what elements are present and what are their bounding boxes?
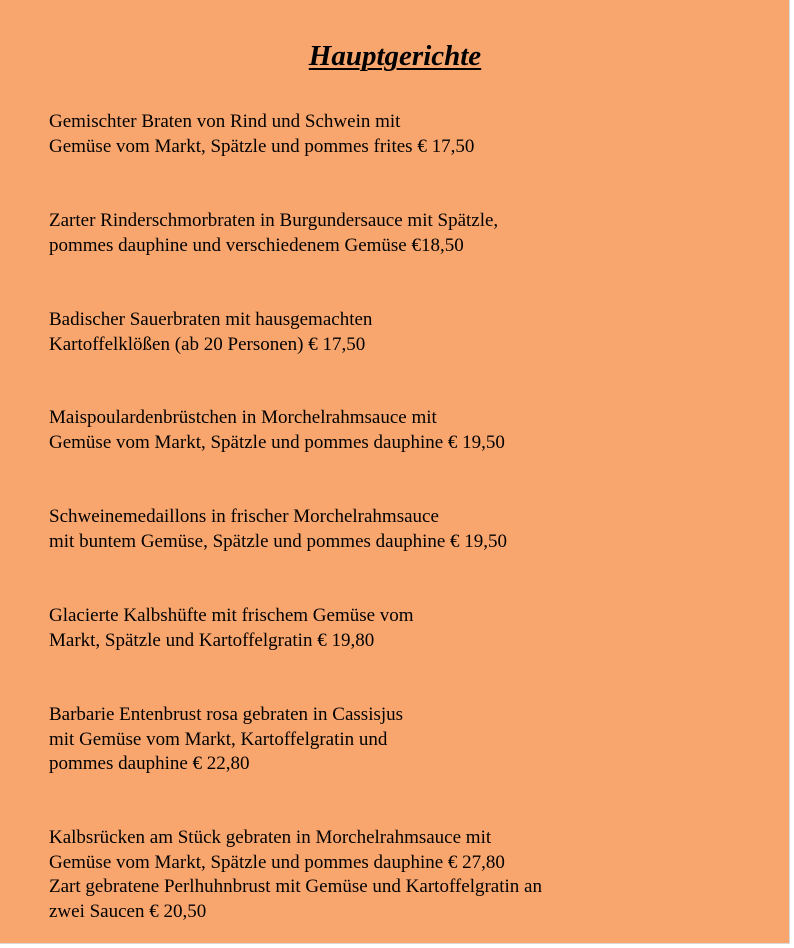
menu-title: Hauptgerichte	[308, 40, 482, 72]
dish-line: mit buntem Gemüse, Spätzle und pommes dauphine € 19,50	[49, 530, 508, 552]
dish-line: Barbarie Entenbrust rosa gebraten in Cassisjus	[49, 704, 404, 725]
dish-line: Maispoulardenbrüstchen in Morchelrahmsauce mit	[49, 407, 437, 428]
dish-item	[49, 505, 749, 554]
dish-line: Badischer Sauerbraten mit hausgemachten	[49, 309, 373, 330]
dish-item	[49, 826, 749, 924]
dish-line: pommes dauphine und verschiedenem Gemüse €18,50	[49, 234, 464, 256]
dish-item	[49, 703, 749, 777]
dish-item	[49, 406, 749, 455]
dish-item	[49, 209, 749, 258]
dish-line: Kartoffelklößen (ab 20 Personen) € 17,50	[49, 333, 366, 355]
dish-item	[49, 110, 749, 159]
dish-line: zwei Saucen € 20,50	[49, 900, 207, 922]
dish-item	[49, 308, 749, 357]
dish-line: Glacierte Kalbshüfte mit frischem Gemüse vom	[49, 605, 414, 626]
dish-line: pommes dauphine € 22,80	[49, 753, 250, 774]
dish-line: Gemischter Braten von Rind und Schwein mit	[49, 111, 401, 132]
dish-item	[49, 604, 749, 653]
dish-line: Zarter Rinderschmorbraten in Burgundersauce mit Spätzle,	[49, 210, 499, 231]
dish-line: Gemüse vom Markt, Spätzle und pommes frites € 17,50	[49, 135, 475, 157]
dish-line: Markt, Spätzle und Kartoffelgratin € 19,80	[49, 629, 375, 651]
dish-line: Gemüse vom Markt, Spätzle und pommes dauphine € 19,50	[49, 431, 505, 453]
dish-line: Kalbsrücken am Stück gebraten in Morchelrahmsauce mit	[49, 827, 492, 848]
dish-line: Gemüse vom Markt, Spätzle und pommes dauphine € 27,80	[49, 851, 505, 873]
dish-line: Schweinemedaillons in frischer Morchelrahmsauce	[49, 506, 439, 527]
dish-line: mit Gemüse vom Markt, Kartoffelgratin und	[49, 728, 388, 750]
dish-line: Zart gebratene Perlhuhnbrust mit Gemüse und Kartoffelgratin an	[49, 876, 542, 897]
